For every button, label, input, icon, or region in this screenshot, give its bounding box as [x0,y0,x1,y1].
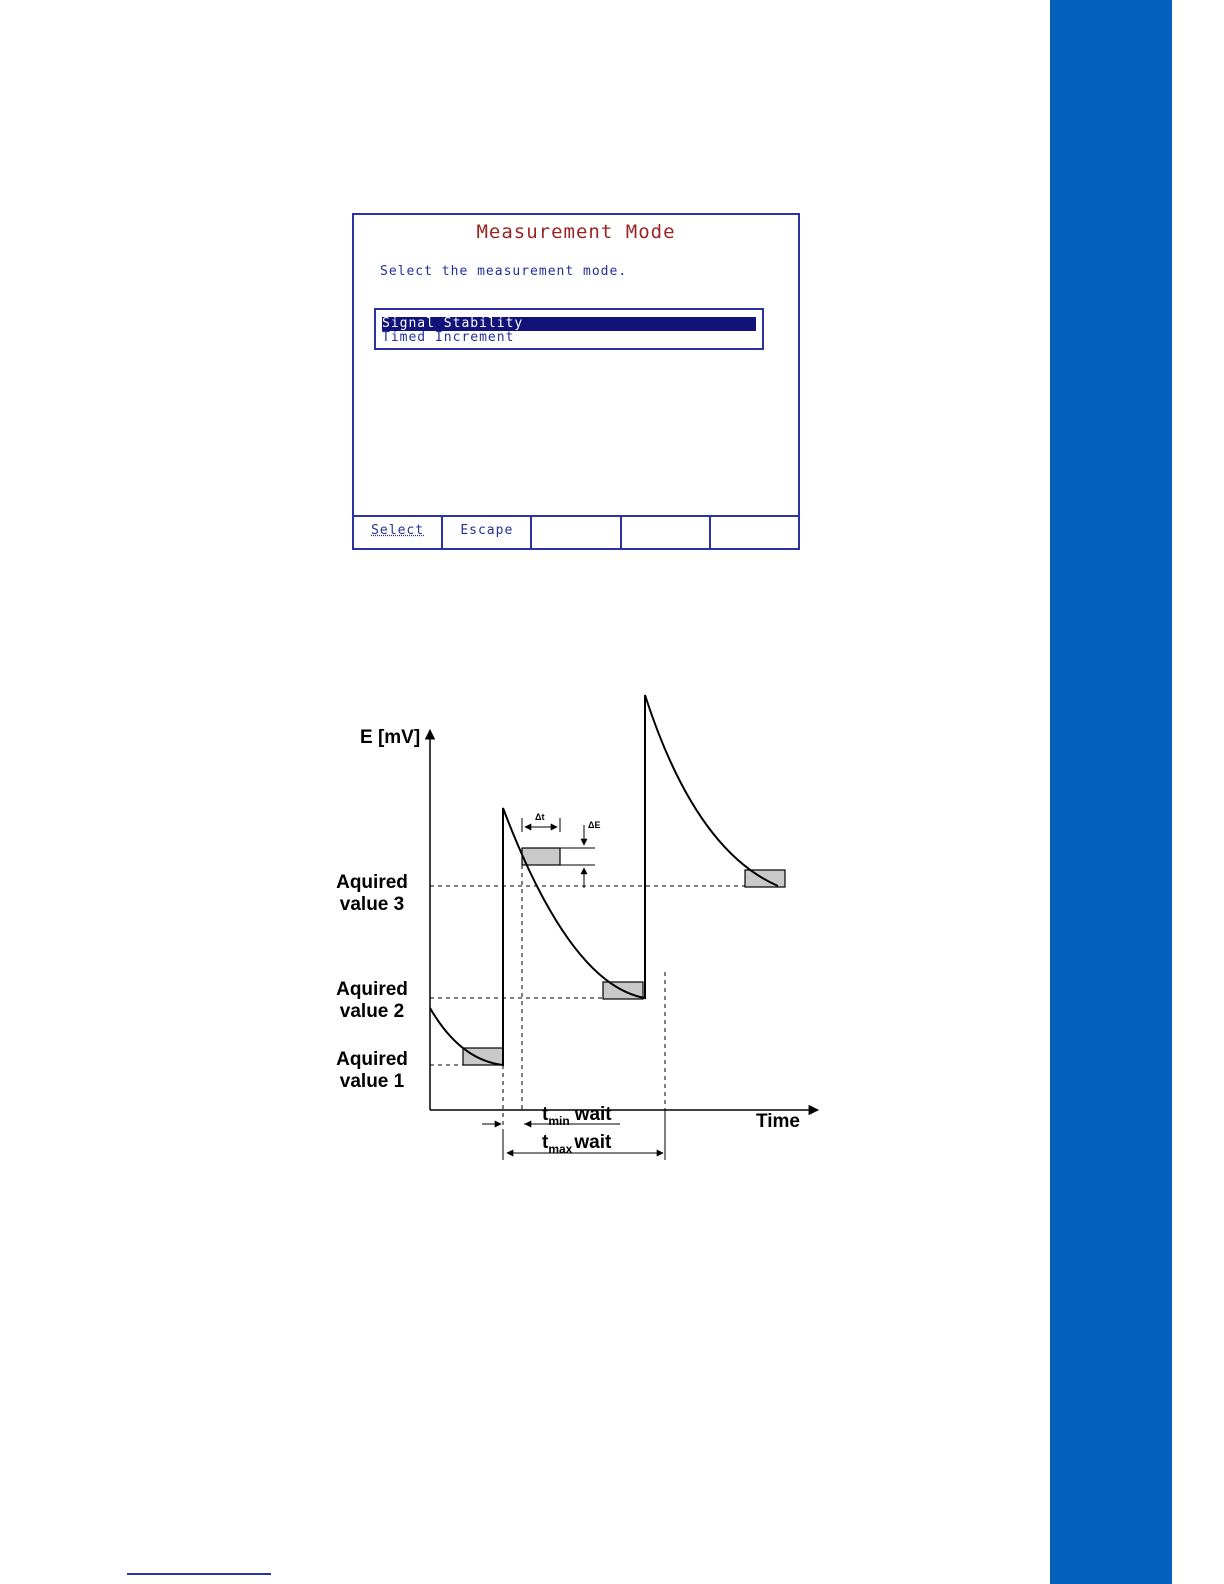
softkey-select[interactable] [354,517,443,548]
tmin-sub: min [548,1114,570,1128]
softkey-escape-label: Escape [460,523,514,538]
softkey-select-label: Select [371,523,425,538]
footnote-rule [127,1573,271,1575]
value-2-line1: Aquired [336,979,408,1000]
delta-t-label: Δt [535,812,545,822]
measurement-mode-screen [352,213,800,550]
y-axis-label: E [mV] [360,727,421,748]
tmax-word: wait [574,1132,612,1153]
delta-e-label: ΔE [588,820,601,830]
tmin-label [542,1104,612,1128]
softkey-3[interactable] [532,517,621,548]
tmax-sub: max [548,1142,573,1156]
mode-option-timed-increment[interactable]: Timed Increment [382,330,515,345]
value-2-line2: value 2 [339,1001,405,1022]
softkey-bar [354,515,798,548]
tmax-label [542,1132,612,1156]
tmin-word: wait [574,1104,612,1125]
mode-list[interactable] [374,308,764,350]
x-axis-label: Time [756,1111,801,1132]
value-1-line2: value 1 [339,1071,405,1092]
softkey-5[interactable] [711,517,798,548]
softkey-escape[interactable] [443,517,532,548]
screen-title: Measurement Mode [476,221,676,243]
value-3-line2: value 3 [339,894,405,915]
signal-stability-diagram [320,690,830,1180]
softkey-4[interactable] [622,517,711,548]
tmax-t: t [542,1132,549,1153]
signal-curve [430,695,778,1065]
value-1-line1: Aquired [336,1049,408,1070]
mode-option-signal-stability[interactable]: Signal Stability [382,317,756,331]
side-band [1050,0,1172,1584]
guide-lines [430,848,762,1130]
value-boxes [463,848,785,1065]
value-3-line1: Aquired [336,872,408,893]
screen-prompt: Select the measurement mode. [380,264,628,279]
tmin-t: t [542,1104,549,1125]
